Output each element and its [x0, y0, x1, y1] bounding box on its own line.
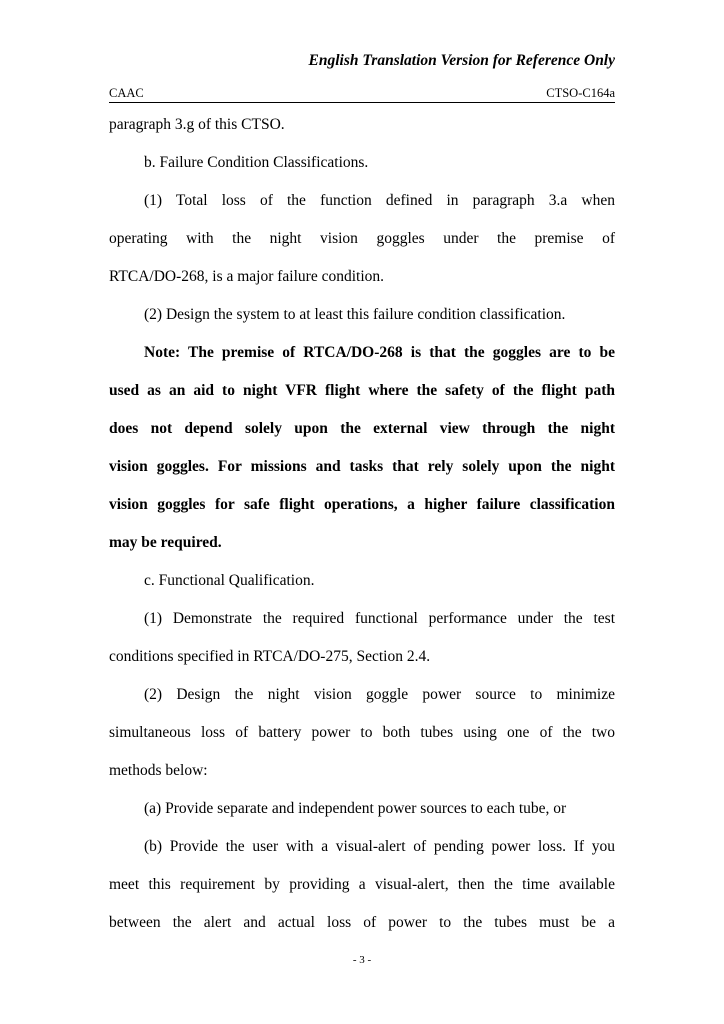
- note-line: Note: The premise of RTCA/DO-268 is that the goggles are to be: [144, 344, 615, 361]
- text-line: methods below:: [109, 762, 208, 779]
- text-line: conditions specified in RTCA/DO-275, Section 2.4.: [109, 648, 431, 665]
- text-line: between the alert and actual loss of power to the tubes must be a: [109, 914, 615, 931]
- document-body: [109, 106, 615, 942]
- note-line: does not depend solely upon the external view through the night: [109, 420, 615, 437]
- text-line: (1) Demonstrate the required functional performance under the test: [144, 610, 615, 627]
- text-line: paragraph 3.g of this CTSO.: [109, 116, 285, 133]
- text-line: (2) Design the system to at least this failure condition classification.: [144, 306, 566, 323]
- header-organization: CAAC: [109, 86, 144, 100]
- text-line: (1) Total loss of the function defined in paragraph 3.a when: [144, 192, 615, 209]
- section-heading: c. Functional Qualification.: [144, 572, 315, 589]
- translation-banner: English Translation Version for Reference Only: [308, 52, 615, 69]
- running-header: [109, 86, 615, 103]
- page-number: - 3 -: [352, 954, 372, 966]
- text-line: (b) Provide the user with a visual-alert of pending power loss. If you: [144, 838, 615, 855]
- text-line: (2) Design the night vision goggle power source to minimize: [144, 686, 615, 703]
- note-line: may be required.: [109, 534, 222, 551]
- note-line: used as an aid to night VFR flight where the safety of the flight path: [109, 382, 615, 399]
- section-heading: b. Failure Condition Classifications.: [144, 154, 369, 171]
- text-line: meet this requirement by providing a visual-alert, then the time available: [109, 876, 615, 893]
- text-line: operating with the night vision goggles under the premise of: [109, 230, 615, 247]
- note-line: vision goggles for safe flight operations, a higher failure classification: [109, 496, 615, 513]
- text-line: RTCA/DO-268, is a major failure condition.: [109, 268, 385, 285]
- header-document-id: CTSO-C164a: [546, 86, 615, 100]
- note-line: vision goggles. For missions and tasks that rely solely upon the night: [109, 458, 615, 475]
- text-line: simultaneous loss of battery power to both tubes using one of the two: [109, 724, 615, 741]
- text-line: (a) Provide separate and independent power sources to each tube, or: [144, 800, 567, 817]
